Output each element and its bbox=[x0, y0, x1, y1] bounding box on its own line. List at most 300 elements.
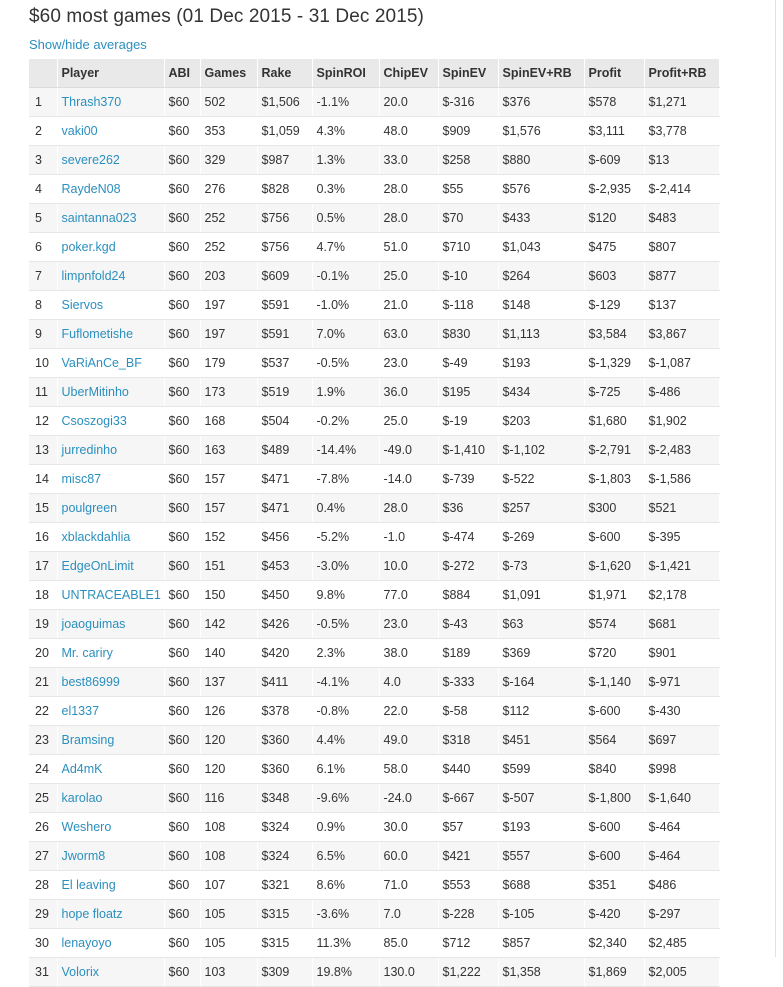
cell-profit: $3,111 bbox=[584, 117, 644, 146]
player-link[interactable]: Siervos bbox=[61, 298, 104, 312]
table-row bbox=[29, 291, 719, 320]
player-cell bbox=[57, 291, 164, 320]
cell-spinev: $-43 bbox=[438, 610, 498, 639]
cell-abi: $60 bbox=[164, 262, 200, 291]
cell-abi: $60 bbox=[164, 726, 200, 755]
player-link[interactable]: Mr. cariry bbox=[61, 646, 113, 660]
cell-spinroi: 4.4% bbox=[312, 726, 379, 755]
row-index: 9 bbox=[29, 320, 57, 349]
cell-games: 105 bbox=[200, 929, 257, 958]
cell-spinroi: -0.5% bbox=[312, 610, 379, 639]
cell-spinroi: 0.9% bbox=[312, 813, 379, 842]
player-cell bbox=[57, 610, 164, 639]
cell-spinev-rb: $1,576 bbox=[498, 117, 584, 146]
cell-profit-rb: $2,178 bbox=[644, 581, 719, 610]
cell-chipev: 25.0 bbox=[379, 262, 438, 291]
table-row bbox=[29, 871, 719, 900]
cell-spinroi: 4.3% bbox=[312, 117, 379, 146]
cell-profit: $-1,803 bbox=[584, 465, 644, 494]
player-cell bbox=[57, 900, 164, 929]
cell-profit: $1,971 bbox=[584, 581, 644, 610]
player-link[interactable]: poulgreen bbox=[61, 501, 118, 515]
cell-chipev: 23.0 bbox=[379, 349, 438, 378]
cell-spinev-rb: $193 bbox=[498, 813, 584, 842]
cell-games: 151 bbox=[200, 552, 257, 581]
column-header-rake[interactable]: Rake bbox=[257, 59, 312, 88]
table-row bbox=[29, 552, 719, 581]
player-cell bbox=[57, 465, 164, 494]
cell-games: 150 bbox=[200, 581, 257, 610]
cell-spinev-rb: $-522 bbox=[498, 465, 584, 494]
cell-spinev: $195 bbox=[438, 378, 498, 407]
player-cell bbox=[57, 407, 164, 436]
cell-spinev-rb: $112 bbox=[498, 697, 584, 726]
cell-spinev: $-1,410 bbox=[438, 436, 498, 465]
cell-games: 252 bbox=[200, 204, 257, 233]
table-row bbox=[29, 204, 719, 233]
player-link[interactable]: karolao bbox=[61, 791, 103, 805]
cell-rake: $420 bbox=[257, 639, 312, 668]
cell-spinroi: 11.3% bbox=[312, 929, 379, 958]
cell-profit-rb: $-464 bbox=[644, 813, 719, 842]
player-link[interactable]: jurredinho bbox=[61, 443, 118, 457]
player-cell bbox=[57, 726, 164, 755]
cell-chipev: 85.0 bbox=[379, 929, 438, 958]
cell-spinroi: -1.0% bbox=[312, 291, 379, 320]
player-link[interactable]: Weshero bbox=[61, 820, 112, 834]
cell-spinev: $55 bbox=[438, 175, 498, 204]
cell-spinev-rb: $-269 bbox=[498, 523, 584, 552]
cell-spinev: $440 bbox=[438, 755, 498, 784]
row-index: 11 bbox=[29, 378, 57, 407]
cell-spinev-rb: $1,043 bbox=[498, 233, 584, 262]
cell-games: 157 bbox=[200, 494, 257, 523]
cell-profit-rb: $-2,483 bbox=[644, 436, 719, 465]
player-link[interactable]: RaydeN08 bbox=[61, 182, 121, 196]
cell-profit: $1,869 bbox=[584, 958, 644, 987]
player-link[interactable]: vaki00 bbox=[61, 124, 98, 138]
table-row bbox=[29, 668, 719, 697]
cell-profit: $1,680 bbox=[584, 407, 644, 436]
cell-abi: $60 bbox=[164, 407, 200, 436]
cell-chipev: 23.0 bbox=[379, 610, 438, 639]
cell-games: 168 bbox=[200, 407, 257, 436]
cell-spinev-rb: $434 bbox=[498, 378, 584, 407]
row-index: 6 bbox=[29, 233, 57, 262]
player-link[interactable]: hope floatz bbox=[61, 907, 123, 921]
cell-abi: $60 bbox=[164, 610, 200, 639]
player-link[interactable]: xblackdahlia bbox=[61, 530, 131, 544]
player-cell bbox=[57, 958, 164, 987]
cell-profit: $-1,140 bbox=[584, 668, 644, 697]
cell-profit-rb: $-430 bbox=[644, 697, 719, 726]
cell-profit: $578 bbox=[584, 88, 644, 117]
cell-spinev-rb: $576 bbox=[498, 175, 584, 204]
table-row bbox=[29, 929, 719, 958]
table-row bbox=[29, 175, 719, 204]
cell-games: 353 bbox=[200, 117, 257, 146]
row-index: 5 bbox=[29, 204, 57, 233]
cell-profit-rb: $-1,087 bbox=[644, 349, 719, 378]
cell-profit-rb: $-971 bbox=[644, 668, 719, 697]
player-link[interactable]: Volorix bbox=[61, 965, 100, 979]
column-header-games[interactable]: Games bbox=[200, 59, 257, 88]
cell-profit-rb: $2,005 bbox=[644, 958, 719, 987]
cell-profit-rb: $13 bbox=[644, 146, 719, 175]
table-row bbox=[29, 320, 719, 349]
cell-chipev: 63.0 bbox=[379, 320, 438, 349]
cell-spinev: $421 bbox=[438, 842, 498, 871]
cell-profit: $-2,791 bbox=[584, 436, 644, 465]
cell-spinev-rb: $880 bbox=[498, 146, 584, 175]
player-link[interactable]: Csoszogi33 bbox=[61, 414, 127, 428]
column-header-index[interactable] bbox=[29, 59, 57, 88]
cell-abi: $60 bbox=[164, 146, 200, 175]
player-cell bbox=[57, 88, 164, 117]
player-link[interactable]: VaRiAnCe_BF bbox=[61, 356, 142, 370]
player-link[interactable]: best86999 bbox=[61, 675, 120, 689]
cell-rake: $360 bbox=[257, 755, 312, 784]
cell-rake: $453 bbox=[257, 552, 312, 581]
table-row bbox=[29, 436, 719, 465]
player-cell bbox=[57, 117, 164, 146]
row-index: 2 bbox=[29, 117, 57, 146]
table-row bbox=[29, 639, 719, 668]
row-index: 16 bbox=[29, 523, 57, 552]
column-header-abi[interactable]: ABI bbox=[164, 59, 200, 88]
table-row bbox=[29, 262, 719, 291]
cell-profit: $300 bbox=[584, 494, 644, 523]
cell-games: 137 bbox=[200, 668, 257, 697]
cell-games: 179 bbox=[200, 349, 257, 378]
cell-games: 502 bbox=[200, 88, 257, 117]
cell-chipev: 49.0 bbox=[379, 726, 438, 755]
cell-profit: $-420 bbox=[584, 900, 644, 929]
player-link[interactable]: Jworm8 bbox=[61, 849, 106, 863]
row-index: 1 bbox=[29, 88, 57, 117]
cell-games: 103 bbox=[200, 958, 257, 987]
cell-spinev: $884 bbox=[438, 581, 498, 610]
cell-profit: $-600 bbox=[584, 842, 644, 871]
player-link[interactable]: poker.kgd bbox=[61, 240, 116, 254]
column-header-player[interactable]: Player bbox=[57, 59, 164, 88]
cell-rake: $324 bbox=[257, 813, 312, 842]
player-cell bbox=[57, 436, 164, 465]
cell-chipev: 38.0 bbox=[379, 639, 438, 668]
cell-spinroi: -4.1% bbox=[312, 668, 379, 697]
cell-rake: $519 bbox=[257, 378, 312, 407]
cell-profit: $2,340 bbox=[584, 929, 644, 958]
cell-spinroi: -3.0% bbox=[312, 552, 379, 581]
cell-profit-rb: $3,867 bbox=[644, 320, 719, 349]
cell-rake: $591 bbox=[257, 291, 312, 320]
column-header-profit-rb[interactable]: Profit+RB bbox=[644, 59, 719, 88]
cell-spinev: $57 bbox=[438, 813, 498, 842]
table-body bbox=[29, 88, 719, 987]
cell-rake: $471 bbox=[257, 465, 312, 494]
cell-profit: $3,584 bbox=[584, 320, 644, 349]
cell-spinev: $258 bbox=[438, 146, 498, 175]
player-cell bbox=[57, 349, 164, 378]
player-link[interactable]: misc87 bbox=[61, 472, 102, 486]
cell-rake: $537 bbox=[257, 349, 312, 378]
player-cell bbox=[57, 842, 164, 871]
row-index: 23 bbox=[29, 726, 57, 755]
cell-spinroi: 9.8% bbox=[312, 581, 379, 610]
cell-spinev-rb: $-507 bbox=[498, 784, 584, 813]
cell-games: 126 bbox=[200, 697, 257, 726]
cell-profit: $-129 bbox=[584, 291, 644, 320]
cell-abi: $60 bbox=[164, 291, 200, 320]
cell-spinroi: 2.3% bbox=[312, 639, 379, 668]
cell-chipev: 22.0 bbox=[379, 697, 438, 726]
player-link[interactable]: el1337 bbox=[61, 704, 100, 718]
cell-spinev-rb: $-1,102 bbox=[498, 436, 584, 465]
cell-spinroi: 6.1% bbox=[312, 755, 379, 784]
cell-abi: $60 bbox=[164, 436, 200, 465]
player-link[interactable]: UberMitinho bbox=[61, 385, 129, 399]
cell-spinev-rb: $688 bbox=[498, 871, 584, 900]
player-cell bbox=[57, 697, 164, 726]
row-index: 19 bbox=[29, 610, 57, 639]
cell-profit: $-2,935 bbox=[584, 175, 644, 204]
cell-spinroi: 0.3% bbox=[312, 175, 379, 204]
cell-chipev: 21.0 bbox=[379, 291, 438, 320]
cell-abi: $60 bbox=[164, 465, 200, 494]
player-link[interactable]: Ad4mK bbox=[61, 762, 103, 776]
column-header-chipev[interactable]: ChipEV bbox=[379, 59, 438, 88]
table-row bbox=[29, 465, 719, 494]
cell-games: 163 bbox=[200, 436, 257, 465]
cell-abi: $60 bbox=[164, 320, 200, 349]
cell-profit-rb: $-1,421 bbox=[644, 552, 719, 581]
cell-chipev: -1.0 bbox=[379, 523, 438, 552]
row-index: 10 bbox=[29, 349, 57, 378]
cell-spinev: $909 bbox=[438, 117, 498, 146]
cell-spinev-rb: $376 bbox=[498, 88, 584, 117]
cell-chipev: 10.0 bbox=[379, 552, 438, 581]
cell-spinev: $-739 bbox=[438, 465, 498, 494]
cell-chipev: 28.0 bbox=[379, 494, 438, 523]
cell-rake: $321 bbox=[257, 871, 312, 900]
player-link[interactable]: Bramsing bbox=[61, 733, 115, 747]
cell-profit-rb: $137 bbox=[644, 291, 719, 320]
table-row bbox=[29, 581, 719, 610]
cell-abi: $60 bbox=[164, 842, 200, 871]
cell-games: 105 bbox=[200, 900, 257, 929]
player-cell bbox=[57, 784, 164, 813]
row-index: 28 bbox=[29, 871, 57, 900]
cell-rake: $378 bbox=[257, 697, 312, 726]
cell-spinev-rb: $599 bbox=[498, 755, 584, 784]
cell-abi: $60 bbox=[164, 900, 200, 929]
column-header-spinroi[interactable]: SpinROI bbox=[312, 59, 379, 88]
cell-profit-rb: $486 bbox=[644, 871, 719, 900]
cell-spinev: $-316 bbox=[438, 88, 498, 117]
cell-profit: $840 bbox=[584, 755, 644, 784]
cell-games: 197 bbox=[200, 291, 257, 320]
cell-spinev-rb: $-164 bbox=[498, 668, 584, 697]
column-header-profit[interactable]: Profit bbox=[584, 59, 644, 88]
row-index: 4 bbox=[29, 175, 57, 204]
player-link[interactable]: severe262 bbox=[61, 153, 120, 167]
content-right-border bbox=[775, 0, 776, 957]
cell-spinev: $712 bbox=[438, 929, 498, 958]
cell-spinev: $710 bbox=[438, 233, 498, 262]
cell-profit: $-600 bbox=[584, 523, 644, 552]
cell-spinroi: -14.4% bbox=[312, 436, 379, 465]
cell-rake: $504 bbox=[257, 407, 312, 436]
cell-rake: $324 bbox=[257, 842, 312, 871]
cell-rake: $315 bbox=[257, 929, 312, 958]
table-row bbox=[29, 697, 719, 726]
cell-profit-rb: $-1,640 bbox=[644, 784, 719, 813]
cell-spinev-rb: $-105 bbox=[498, 900, 584, 929]
cell-profit: $574 bbox=[584, 610, 644, 639]
cell-spinroi: 0.4% bbox=[312, 494, 379, 523]
player-link[interactable]: saintanna023 bbox=[61, 211, 137, 225]
cell-chipev: 60.0 bbox=[379, 842, 438, 871]
cell-spinroi: 19.8% bbox=[312, 958, 379, 987]
player-cell bbox=[57, 146, 164, 175]
row-index: 22 bbox=[29, 697, 57, 726]
cell-spinev-rb: $257 bbox=[498, 494, 584, 523]
cell-chipev: 20.0 bbox=[379, 88, 438, 117]
cell-profit: $-1,620 bbox=[584, 552, 644, 581]
cell-chipev: -14.0 bbox=[379, 465, 438, 494]
row-index: 26 bbox=[29, 813, 57, 842]
cell-abi: $60 bbox=[164, 349, 200, 378]
cell-spinev-rb: $557 bbox=[498, 842, 584, 871]
cell-profit-rb: $483 bbox=[644, 204, 719, 233]
cell-games: 252 bbox=[200, 233, 257, 262]
cell-rake: $450 bbox=[257, 581, 312, 610]
row-index: 21 bbox=[29, 668, 57, 697]
cell-rake: $756 bbox=[257, 233, 312, 262]
cell-abi: $60 bbox=[164, 117, 200, 146]
column-header-spinev-rb[interactable]: SpinEV+RB bbox=[498, 59, 584, 88]
row-index: 17 bbox=[29, 552, 57, 581]
cell-spinroi: -0.5% bbox=[312, 349, 379, 378]
cell-games: 152 bbox=[200, 523, 257, 552]
cell-chipev: -24.0 bbox=[379, 784, 438, 813]
player-link[interactable]: El leaving bbox=[61, 878, 116, 892]
cell-profit-rb: $-297 bbox=[644, 900, 719, 929]
cell-profit-rb: $807 bbox=[644, 233, 719, 262]
cell-abi: $60 bbox=[164, 697, 200, 726]
cell-profit-rb: $901 bbox=[644, 639, 719, 668]
cell-spinev-rb: $1,113 bbox=[498, 320, 584, 349]
show-hide-averages-link[interactable]: Show/hide averages bbox=[29, 37, 147, 52]
table-row bbox=[29, 784, 719, 813]
cell-spinev-rb: $264 bbox=[498, 262, 584, 291]
cell-abi: $60 bbox=[164, 175, 200, 204]
cell-abi: $60 bbox=[164, 233, 200, 262]
cell-profit-rb: $3,778 bbox=[644, 117, 719, 146]
cell-profit-rb: $2,485 bbox=[644, 929, 719, 958]
player-cell bbox=[57, 755, 164, 784]
player-cell bbox=[57, 320, 164, 349]
column-header-spinev[interactable]: SpinEV bbox=[438, 59, 498, 88]
table-row bbox=[29, 146, 719, 175]
cell-rake: $591 bbox=[257, 320, 312, 349]
cell-rake: $360 bbox=[257, 726, 312, 755]
cell-spinev: $-10 bbox=[438, 262, 498, 291]
cell-chipev: -49.0 bbox=[379, 436, 438, 465]
cell-rake: $426 bbox=[257, 610, 312, 639]
cell-chipev: 30.0 bbox=[379, 813, 438, 842]
cell-profit-rb: $-464 bbox=[644, 842, 719, 871]
table-row bbox=[29, 407, 719, 436]
cell-spinev: $36 bbox=[438, 494, 498, 523]
page-title: $60 most games (01 Dec 2015 - 31 Dec 2015) bbox=[29, 6, 424, 27]
player-link[interactable]: UNTRACEABLE1 bbox=[61, 588, 161, 602]
cell-profit: $-725 bbox=[584, 378, 644, 407]
cell-abi: $60 bbox=[164, 813, 200, 842]
player-stats-table bbox=[29, 59, 720, 987]
player-link[interactable]: limpnfold24 bbox=[61, 269, 126, 283]
cell-spinroi: 6.5% bbox=[312, 842, 379, 871]
cell-chipev: 58.0 bbox=[379, 755, 438, 784]
cell-rake: $309 bbox=[257, 958, 312, 987]
cell-spinroi: 4.7% bbox=[312, 233, 379, 262]
cell-spinev: $-118 bbox=[438, 291, 498, 320]
cell-games: 329 bbox=[200, 146, 257, 175]
row-index: 27 bbox=[29, 842, 57, 871]
player-link[interactable]: Fuflometishe bbox=[61, 327, 134, 341]
cell-profit-rb: $998 bbox=[644, 755, 719, 784]
row-index: 3 bbox=[29, 146, 57, 175]
cell-abi: $60 bbox=[164, 523, 200, 552]
cell-spinev: $-474 bbox=[438, 523, 498, 552]
cell-profit: $564 bbox=[584, 726, 644, 755]
table-row bbox=[29, 233, 719, 262]
cell-profit-rb: $-2,414 bbox=[644, 175, 719, 204]
cell-spinev: $-19 bbox=[438, 407, 498, 436]
cell-spinev: $189 bbox=[438, 639, 498, 668]
cell-chipev: 51.0 bbox=[379, 233, 438, 262]
cell-games: 197 bbox=[200, 320, 257, 349]
player-cell bbox=[57, 494, 164, 523]
cell-spinroi: -7.8% bbox=[312, 465, 379, 494]
player-link[interactable]: joaoguimas bbox=[61, 617, 126, 631]
row-index: 14 bbox=[29, 465, 57, 494]
cell-spinev: $830 bbox=[438, 320, 498, 349]
table-row bbox=[29, 523, 719, 552]
player-link[interactable]: EdgeOnLimit bbox=[61, 559, 134, 573]
cell-profit-rb: $1,271 bbox=[644, 88, 719, 117]
cell-abi: $60 bbox=[164, 552, 200, 581]
cell-abi: $60 bbox=[164, 378, 200, 407]
cell-spinev-rb: $-73 bbox=[498, 552, 584, 581]
cell-profit: $-600 bbox=[584, 697, 644, 726]
player-link[interactable]: Thrash370 bbox=[61, 95, 122, 109]
cell-spinroi: 0.5% bbox=[312, 204, 379, 233]
cell-spinroi: -0.2% bbox=[312, 407, 379, 436]
cell-games: 203 bbox=[200, 262, 257, 291]
player-link[interactable]: lenayoyo bbox=[61, 936, 112, 950]
table-row bbox=[29, 842, 719, 871]
cell-spinev: $553 bbox=[438, 871, 498, 900]
cell-rake: $471 bbox=[257, 494, 312, 523]
cell-rake: $489 bbox=[257, 436, 312, 465]
cell-profit: $351 bbox=[584, 871, 644, 900]
cell-chipev: 28.0 bbox=[379, 204, 438, 233]
cell-spinroi: -3.6% bbox=[312, 900, 379, 929]
row-index: 24 bbox=[29, 755, 57, 784]
cell-profit-rb: $-486 bbox=[644, 378, 719, 407]
cell-rake: $456 bbox=[257, 523, 312, 552]
